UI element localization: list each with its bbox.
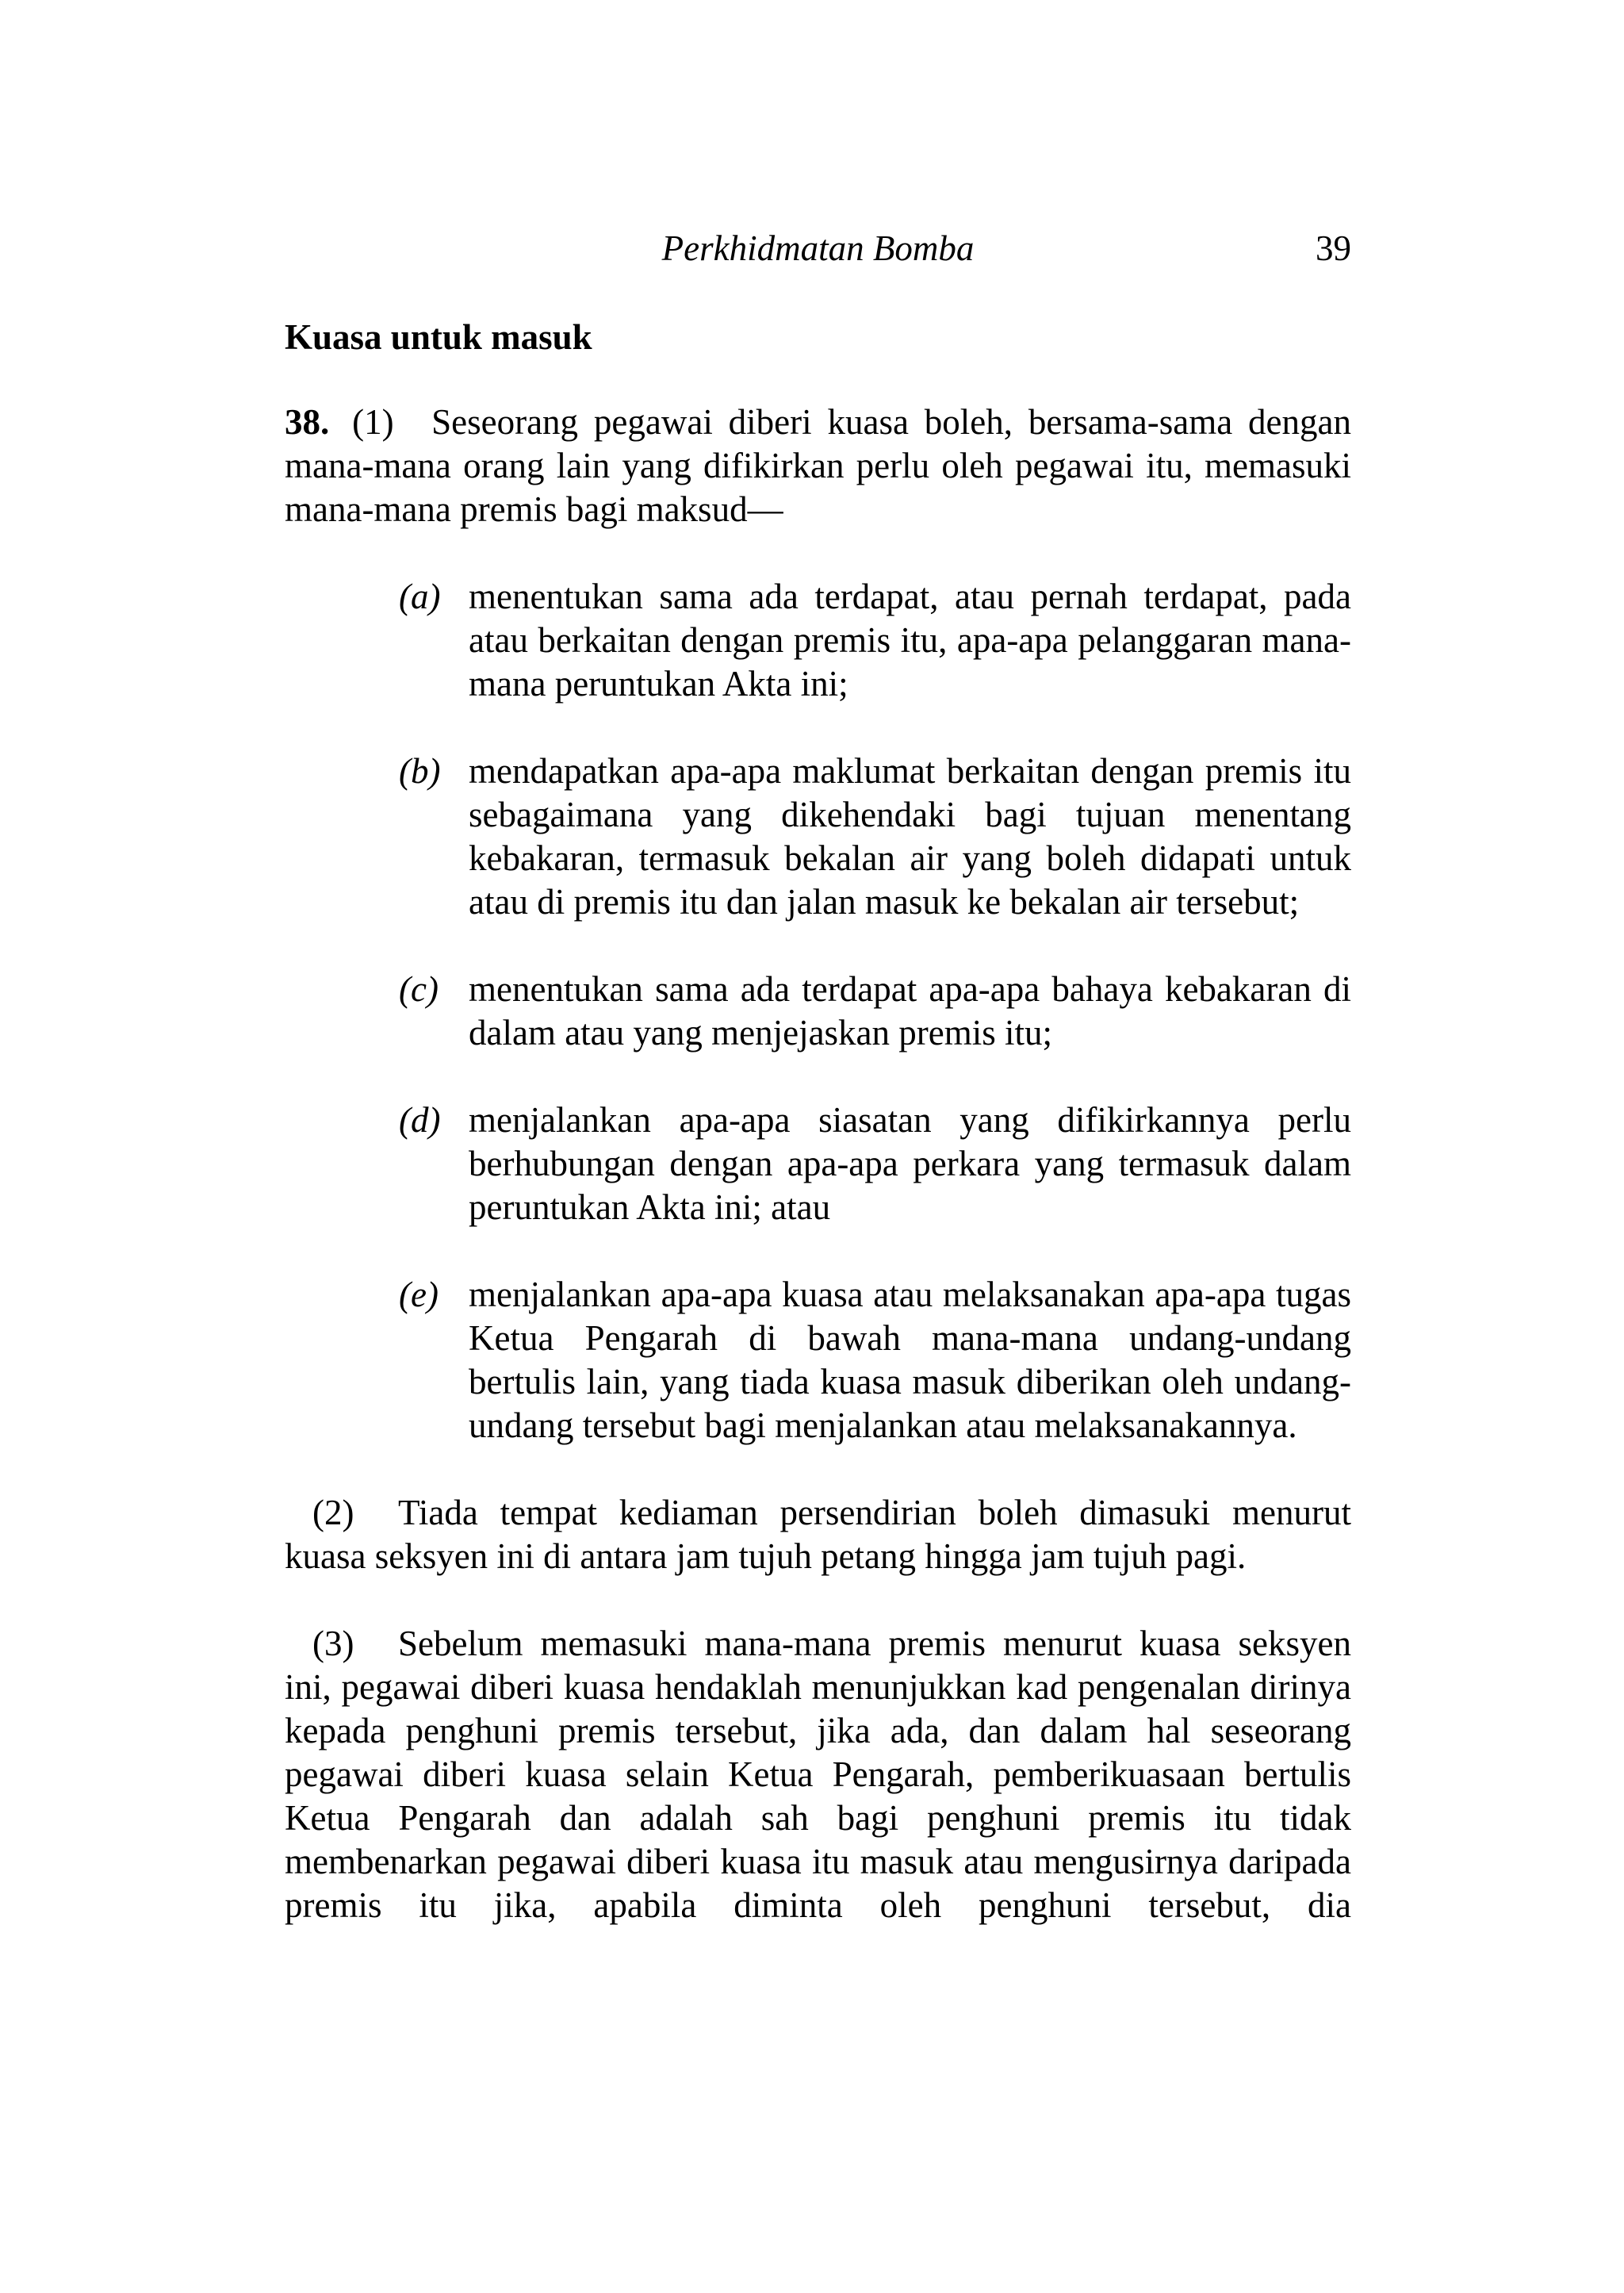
section-number: 38. [285, 402, 330, 442]
list-item-b [285, 750, 1351, 924]
list-item-label: (c) [399, 969, 439, 1009]
subsection-1-text: Seseorang pegawai diberi kuasa boleh, bersama-sama dengan mana-mana orang lain yang difikirkan perlu oleh pegawai itu, memasuki mana-mana premis bagi maksud— [285, 402, 1352, 529]
section-body [285, 401, 1351, 1971]
list-item-c [285, 968, 1351, 1055]
subsection-3-text: Sebelum memasuki mana-mana premis menurut kuasa seksyen ini, pegawai diberi kuasa hendaklah menunjukkan kad pengenalan dirinya kepada penghuni premis tersebut, jika ada, dan dalam hal seseorang pegawai diberi kuasa selain Ketua Pengarah, pemberikuasaan bertulis Ketua Pengarah dan adalah sah bagi penghuni premis itu tidak membenarkan pegawai diberi kuasa itu masuk atau mengusirnya daripada premis itu jika, apabila diminta oleh penghuni tersebut, dia [285, 1624, 1351, 1925]
list-item-e [285, 1273, 1351, 1448]
list-item-label: (a) [399, 577, 441, 616]
list-item-label: (e) [399, 1275, 439, 1314]
list-item-d [285, 1099, 1351, 1229]
subsection-3 [285, 1622, 1351, 1927]
list-item-text: menentukan sama ada terdapat apa-apa bahaya kebakaran di dalam atau yang menjejaskan premis itu; [469, 969, 1351, 1053]
section-heading: Kuasa untuk masuk [285, 317, 592, 357]
subsection-2-label: (2) [312, 1493, 354, 1532]
subsection-1-label: (1) [352, 402, 394, 442]
list-item-text: menentukan sama ada terdapat, atau pernah terdapat, pada atau berkaitan dengan premis itu, apa-apa pelanggaran mana-mana peruntukan Akta ini; [469, 577, 1351, 704]
list-item-text: menjalankan apa-apa kuasa atau melaksanakan apa-apa tugas Ketua Pengarah di bawah mana-mana undang-undang bertulis lain, yang tiada kuasa masuk diberikan oleh undang-undang tersebut bagi menjalankan atau melaksanakannya. [469, 1275, 1351, 1445]
list-item-text: mendapatkan apa-apa maklumat berkaitan dengan premis itu sebagaimana yang dikehendaki bagi tujuan menentang kebakaran, termasuk bekalan air yang boleh didapati untuk atau di premis itu dan jalan masuk ke bekalan air tersebut; [469, 751, 1351, 922]
running-title: Perkhidmatan Bomba [661, 228, 975, 268]
list-item-label: (b) [399, 751, 441, 791]
subsection-2-text: Tiada tempat kediaman persendirian boleh dimasuki menurut kuasa seksyen ini di antara jam tujuh petang hingga jam tujuh pagi. [285, 1493, 1351, 1576]
list-item-label: (d) [399, 1100, 441, 1140]
list-item-a [285, 575, 1351, 706]
page-number: 39 [1316, 228, 1351, 268]
subsection-3-label: (3) [312, 1624, 354, 1663]
running-header [285, 224, 1351, 273]
list-item-text: menjalankan apa-apa siasatan yang difikirkannya perlu berhubungan dengan apa-apa perkara yang termasuk dalam peruntukan Akta ini; atau [469, 1100, 1351, 1227]
subsection-2 [285, 1491, 1351, 1578]
subsection-1 [285, 401, 1351, 531]
